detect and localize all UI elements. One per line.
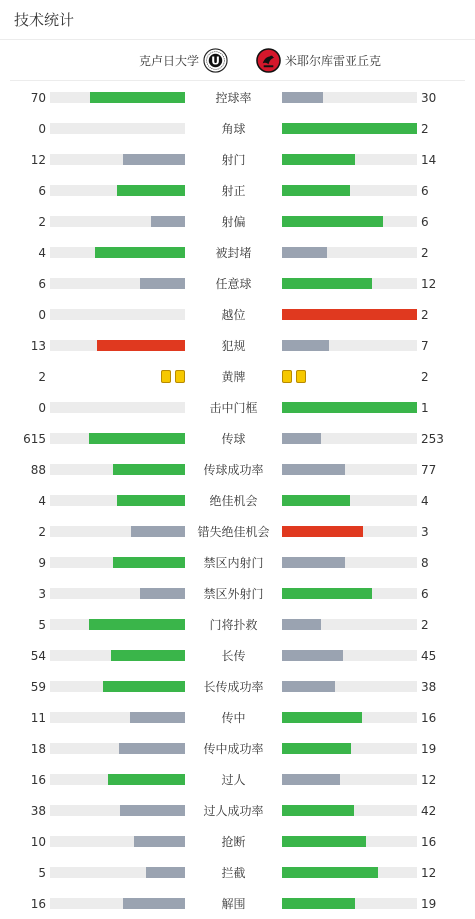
away-stat-value: 253: [421, 431, 444, 446]
yellow-card-icon: [296, 370, 306, 383]
home-stat-bar-fill: [120, 805, 185, 816]
stat-label: 传中成功率: [203, 742, 264, 756]
home-stat-bar: [50, 898, 185, 909]
away-stat-value: 2: [421, 245, 429, 260]
stat-label: 越位: [221, 308, 246, 322]
away-stat-bar: [282, 805, 417, 816]
away-stat-bar-fill: [282, 867, 378, 878]
away-stat-bar: [282, 123, 417, 134]
away-stat-bar-fill: [282, 588, 372, 599]
home-team-logo-icon: [203, 48, 228, 73]
page-title: 技术统计: [14, 11, 75, 29]
stat-label: 长传: [221, 649, 246, 663]
stats-header: [0, 0, 475, 40]
stat-row: [0, 206, 475, 237]
stat-row: [0, 578, 475, 609]
away-stat-bar: [282, 619, 417, 630]
home-stat-value: 3: [38, 586, 46, 601]
stat-label: 绝佳机会: [209, 494, 258, 508]
home-stat-bar-fill: [97, 340, 185, 351]
away-stat-value: 14: [421, 152, 437, 167]
home-stat-value: 70: [30, 90, 46, 105]
away-stat-bar-fill: [282, 495, 350, 506]
away-stat-bar-fill: [282, 836, 366, 847]
home-stat-bar-fill: [103, 681, 185, 692]
stat-row: [0, 237, 475, 268]
home-stat-value: 6: [38, 276, 46, 291]
home-stat-value: 5: [38, 617, 46, 632]
home-stat-bar: [50, 402, 185, 413]
home-stat-value: 0: [38, 307, 46, 322]
away-stat-value: 19: [421, 896, 437, 911]
away-stat-bar-fill: [282, 340, 329, 351]
home-stat-bar: [50, 92, 185, 103]
away-stat-value: 19: [421, 741, 437, 756]
home-stat-bar: [50, 278, 185, 289]
home-stat-value: 13: [30, 338, 46, 353]
away-stat-value: 6: [421, 183, 429, 198]
home-stat-bar-fill: [108, 774, 185, 785]
away-stat-bar: [282, 278, 417, 289]
home-stat-bar-fill: [134, 836, 185, 847]
away-stat-value: 16: [421, 834, 437, 849]
away-stat-bar-fill: [282, 774, 340, 785]
away-stat-value: 30: [421, 90, 437, 105]
home-stat-bar-fill: [89, 433, 185, 444]
away-stat-value: 8: [421, 555, 429, 570]
home-stat-bar: [50, 867, 185, 878]
home-stat-bar: [50, 526, 185, 537]
home-stat-bar-fill: [90, 92, 185, 103]
away-stat-bar-fill: [282, 216, 383, 227]
away-stat-bar: [282, 402, 417, 413]
home-stat-value: 2: [38, 369, 46, 384]
away-stat-value: 3: [421, 524, 429, 539]
away-stat-bar: [282, 557, 417, 568]
away-stat-value: 6: [421, 214, 429, 229]
home-stat-bar: [50, 743, 185, 754]
stat-label: 射门: [221, 153, 246, 167]
stat-row: [0, 702, 475, 733]
stat-row: [0, 671, 475, 702]
stat-row: [0, 857, 475, 888]
stats-list: [0, 82, 475, 919]
stat-row: [0, 826, 475, 857]
yellow-card-icon: [282, 370, 292, 383]
home-stat-bar-fill: [95, 247, 185, 258]
away-stat-bar-fill: [282, 123, 417, 134]
stat-row: [0, 82, 475, 113]
home-stat-bar: [50, 712, 185, 723]
home-stat-value: 12: [30, 152, 46, 167]
teams-row: [10, 40, 465, 81]
stat-row: [0, 175, 475, 206]
home-stat-bar: [50, 650, 185, 661]
away-stat-value: 2: [421, 121, 429, 136]
home-stat-bar-fill: [113, 557, 185, 568]
stat-label: 传球成功率: [203, 463, 264, 477]
away-stat-bar: [282, 774, 417, 785]
away-stat-bar-fill: [282, 712, 362, 723]
stat-row: [0, 764, 475, 795]
away-stat-bar-fill: [282, 898, 355, 909]
home-team[interactable]: [10, 48, 238, 73]
away-stat-bar: [282, 92, 417, 103]
home-stat-bar: [50, 433, 185, 444]
home-stat-bar: [50, 805, 185, 816]
away-stat-bar: [282, 867, 417, 878]
stat-row: [0, 547, 475, 578]
away-stat-bar: [282, 185, 417, 196]
away-team-logo-icon: [256, 48, 281, 73]
stat-label: 传球: [221, 432, 246, 446]
stat-label: 射正: [221, 184, 246, 198]
home-stat-value: 4: [38, 493, 46, 508]
home-stat-bar: [50, 681, 185, 692]
stat-row: [0, 268, 475, 299]
home-stat-bar: [50, 123, 185, 134]
home-stat-bar: [50, 340, 185, 351]
away-stat-value: 2: [421, 617, 429, 632]
away-stat-bar: [282, 650, 417, 661]
stat-label: 长传成功率: [203, 680, 264, 694]
away-stat-bar-fill: [282, 185, 350, 196]
away-stat-bar-fill: [282, 619, 321, 630]
yellow-card-icon: [161, 370, 171, 383]
away-stat-bar: [282, 433, 417, 444]
away-stat-bar: [282, 216, 417, 227]
home-stat-value: 615: [23, 431, 46, 446]
home-stat-value: 59: [30, 679, 46, 694]
away-stat-bar-fill: [282, 309, 417, 320]
home-stat-bar: [50, 216, 185, 227]
home-stat-value: 9: [38, 555, 46, 570]
stat-row: [0, 888, 475, 919]
away-stat-bar: [282, 495, 417, 506]
home-stat-bar-fill: [131, 526, 185, 537]
stat-label: 击中门框: [209, 401, 258, 415]
away-team-name: 米耶尔库雷亚丘克: [285, 53, 382, 68]
stat-label: 过人成功率: [203, 804, 264, 818]
away-stat-value: 12: [421, 865, 437, 880]
stat-row: [0, 392, 475, 423]
stat-label: 门将扑救: [209, 618, 258, 632]
away-stat-bar-fill: [282, 681, 335, 692]
home-stat-bar-fill: [119, 743, 185, 754]
away-stat-bar: [282, 526, 417, 537]
home-stat-bar: [50, 309, 185, 320]
away-stat-value: 2: [421, 307, 429, 322]
home-stat-bar-fill: [151, 216, 185, 227]
home-stat-value: 2: [38, 524, 46, 539]
home-stat-bar: [50, 588, 185, 599]
stat-label: 角球: [221, 122, 246, 136]
home-stat-bar-fill: [111, 650, 185, 661]
stat-label: 黄牌: [221, 370, 246, 384]
away-stat-value: 12: [421, 276, 437, 291]
stat-label: 拦截: [221, 866, 246, 880]
home-stat-value: 16: [30, 896, 46, 911]
stat-row: [0, 423, 475, 454]
stat-row: [0, 609, 475, 640]
home-stat-value: 2: [38, 214, 46, 229]
away-stat-bar-fill: [282, 247, 327, 258]
stat-label: 过人: [221, 773, 246, 787]
stat-row: [0, 113, 475, 144]
stat-label: 禁区内射门: [203, 556, 264, 570]
away-team[interactable]: [238, 48, 465, 73]
home-stat-value: 54: [30, 648, 46, 663]
home-stat-value: 6: [38, 183, 46, 198]
stat-label: 抢断: [221, 835, 246, 849]
home-stat-value: 4: [38, 245, 46, 260]
away-stat-bar: [282, 743, 417, 754]
home-stat-bar-fill: [117, 185, 185, 196]
home-stat-bar-fill: [89, 619, 185, 630]
stat-label: 禁区外射门: [203, 587, 264, 601]
stat-label: 解围: [221, 897, 246, 911]
yellow-card-icon: [175, 370, 185, 383]
away-stat-value: 4: [421, 493, 429, 508]
stat-row: [0, 485, 475, 516]
away-stat-value: 38: [421, 679, 437, 694]
stat-row: [0, 454, 475, 485]
away-stat-bar-fill: [282, 526, 363, 537]
stat-row: [0, 299, 475, 330]
away-stat-bar: [282, 247, 417, 258]
away-stat-bar-fill: [282, 805, 354, 816]
home-stat-value: 0: [38, 400, 46, 415]
home-stat-value: 18: [30, 741, 46, 756]
stat-label: 射偏: [221, 215, 246, 229]
away-stat-bar-fill: [282, 278, 372, 289]
home-stat-bar-fill: [130, 712, 185, 723]
home-stat-bar: [50, 154, 185, 165]
away-stat-bar: [282, 836, 417, 847]
away-stat-value: 16: [421, 710, 437, 725]
away-stat-value: 42: [421, 803, 437, 818]
home-stat-value: 0: [38, 121, 46, 136]
away-stat-bar-fill: [282, 743, 351, 754]
away-stat-bar: [282, 309, 417, 320]
away-stat-bar-fill: [282, 154, 355, 165]
away-stat-bar: [282, 712, 417, 723]
away-stat-bar: [282, 588, 417, 599]
home-team-name: 克卢日大学: [138, 53, 199, 68]
home-stat-value: 5: [38, 865, 46, 880]
home-stat-bar: [50, 836, 185, 847]
away-stat-bar-fill: [282, 433, 321, 444]
away-stat-value: 1: [421, 400, 429, 415]
stat-row: [0, 516, 475, 547]
home-stat-bar: [50, 464, 185, 475]
home-stat-bar-fill: [113, 464, 185, 475]
svg-text:U: U: [211, 54, 220, 67]
stat-label: 传中: [221, 711, 246, 725]
home-stat-value: 11: [30, 710, 46, 725]
home-stat-value: 16: [30, 772, 46, 787]
stat-label: 错失绝佳机会: [197, 525, 270, 539]
stat-row: [0, 640, 475, 671]
away-stat-bar: [282, 464, 417, 475]
stat-label: 被封堵: [215, 246, 252, 260]
stat-label: 控球率: [215, 91, 252, 105]
away-stat-bar-fill: [282, 650, 343, 661]
home-stat-bar-fill: [117, 495, 185, 506]
away-stat-value: 45: [421, 648, 437, 663]
away-stat-bar-fill: [282, 92, 323, 103]
stat-label: 犯规: [221, 339, 246, 353]
away-stat-value: 77: [421, 462, 437, 477]
home-stat-value: 38: [30, 803, 46, 818]
stat-row: [0, 795, 475, 826]
away-stat-bar: [282, 898, 417, 909]
away-stat-value: 7: [421, 338, 429, 353]
home-stat-bar-fill: [123, 154, 185, 165]
away-stat-bar: [282, 681, 417, 692]
stat-row: [0, 361, 475, 392]
away-stat-value: 12: [421, 772, 437, 787]
home-stat-bar: [50, 247, 185, 258]
home-stat-bar: [50, 495, 185, 506]
away-stat-bar: [282, 154, 417, 165]
home-stat-value: 88: [30, 462, 46, 477]
away-stat-value: 6: [421, 586, 429, 601]
home-stat-bar-fill: [140, 278, 185, 289]
home-stat-bar: [50, 557, 185, 568]
home-stat-bar-fill: [123, 898, 185, 909]
stat-row: [0, 144, 475, 175]
away-stat-bar-fill: [282, 464, 345, 475]
home-stat-bar: [50, 619, 185, 630]
home-stat-bar: [50, 185, 185, 196]
away-stat-bar-fill: [282, 402, 417, 413]
away-stat-bar: [282, 340, 417, 351]
away-stat-value: 2: [421, 369, 429, 384]
away-stat-bar-fill: [282, 557, 345, 568]
stat-row: [0, 733, 475, 764]
home-cards: [50, 370, 185, 383]
home-stat-bar-fill: [140, 588, 185, 599]
stat-label: 任意球: [215, 277, 252, 291]
home-stat-value: 10: [30, 834, 46, 849]
home-stat-bar: [50, 774, 185, 785]
stat-row: [0, 330, 475, 361]
away-cards: [282, 370, 417, 383]
home-stat-bar-fill: [146, 867, 185, 878]
